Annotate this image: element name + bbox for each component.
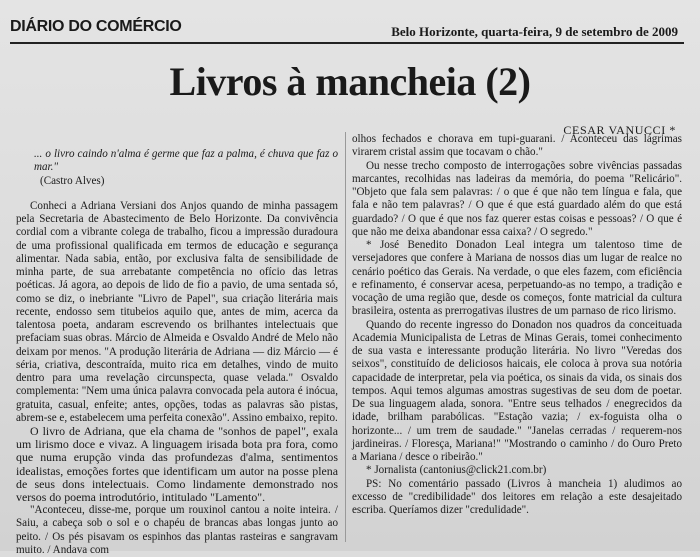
article-byline: CESAR VANUCCI *	[563, 123, 676, 137]
header-rule	[10, 42, 684, 44]
paragraph: O livro de Adriana, que ela chama de "sonhos de papel", exala um lirismo doce e vivaz. A linguagem irisada bota pra fora, como que numa erupção vinda das profundezas d'alma, sentimentos idealistas, emoções fortes que identificam um autor na posse plena de seus dons intelectuais. Como lindamente demonstrado nos versos do poema introdutório, intitulado "Lamento".	[16, 424, 338, 505]
epigraph: ... o livro caindo n'alma é germe que faz a palma, é chuva que faz o mar."	[34, 148, 338, 174]
paragraph: Ou nesse trecho composto de interrogações sobre vivências passadas marcantes, recolhidas nas ladeiras da memória, do poema "Relicário". "Objeto que fala sem palavras: / o que é que não tem língua e fala, que fala e não tem palavras? / O que é que está guardado além do que está guardado? / O que é que nos faz querer estas coisas e pessoas? / O que é que não me deixa abandonar essa caixa? / O segredo."	[352, 159, 682, 238]
newspaper-masthead: DIÁRIO DO COMÉRCIO	[10, 18, 182, 35]
left-column	[16, 132, 338, 557]
postscript: PS: No comentário passado (Livros à mancheia 1) aludimos ao excesso de "credibilidade" dos leitores em relação a este desajeitado escriba. Queríamos dizer "credulidade".	[352, 477, 682, 516]
paragraph: "Aconteceu, disse-me, porque um rouxinol cantou a noite inteira. / Saiu, a cabeça sob o sol e o chapéu de brancas abas longas junto ao peito. / Os pés pisavam os espinhos das plantas rasteiras e sangravam muito. / Andava com	[16, 504, 338, 556]
paragraph: olhos fechados e chorava em tupi-guarani. / Aconteceu das lágrimas virarem cristal assim que tocavam o chão."	[352, 133, 682, 159]
paragraph: Quando do recente ingresso do Donadon nos quadros da conceituada Academia Municipalista de Letras de Minas Gerais, tomei conhecimento de sua vasta e interessante produção literária. No livro "Veredas dos seixos", constituído de deliciosos haicais, ele coloca à prova sua notória capacidade de interpretar, pela via poética, os sinais da vida, os sinais dos tempos. Aqui temos algumas amostras sugestivas de seu dom de poetar. De sua linguagem alada, sonora. "Entre seus telhados / enegrecidos da idade, brilham parabólicas. "Estação vazia; / ex-foguista olha o horizonte... / um trem de saudade." "Janelas cerradas / requerem-nos jardineiras. / Floresça, Mariana!" "Mostrando o caminho / do Ouro Preto a Mariana / desce o ribeirão."	[352, 318, 682, 463]
right-column	[352, 133, 682, 517]
column-divider	[345, 132, 346, 542]
paragraph: * José Benedito Donadon Leal integra um talentoso time de versejadores que confere à Mariana de nossos dias um lugar de realce no cenário poético das Gerais. Na verdade, o que eles fazem, com eficiência e refinamento, é conservar acesa, perpetuando-as no tempo, a tradição e vocação de uma região que, desde os começos, fonte matricial da cultura brasileira, ostenta as prerrogativas ilustres de um parnaso de rico lirismo.	[352, 239, 682, 318]
epigraph-author: (Castro Alves)	[40, 174, 105, 187]
author-footnote: * Jornalista (cantonius@click21.com.br)	[366, 464, 547, 477]
article-title: Livros à mancheia (2)	[169, 59, 531, 104]
dateline: Belo Horizonte, quarta-feira, 9 de setembro de 2009	[391, 24, 678, 39]
paragraph: Conheci a Adriana Versiani dos Anjos quando de minha passagem pela Secretaria de Abastecimento de Belo Horizonte. Da convivência cordial com a vibrante colega de trabalho, ficou a impressão duradoura de uma profissional qualificada em termos de educação e segurança alimentar. Nada sabia, então, por exclusiva falta de sensibilidade de minha parte, de sua arrebatante competência no ofício das letras poéticas. Já agora, ao depois de lido de fio a pavio, de uma sentada só, como se diz, o inebriante "Livro de Papel", sua criação literária mais recente, endosso sem titubeios aquilo que, antes de mim, acerca da talentosa poeta, andaram escrevendo os brilhantes intelectuais que prefaciam suas obras. Márcio de Almeida e Osvaldo André de Melo não deixam por menos. "A produção literária de Adriana — diz Márcio — é séria, criativa, descontraída, muito rica em detalhes, vindo de muito dentro para uma revelação circunspecta, quase velada." Osvaldo complementa: "Nem uma única palavra convocada pela autora é inócua, gratuita, casual, enfeite; antes, opções, todas as palavras são pistas, abrem-se e, estabelecem uma perfeita conexão". Assino embaixo, repito.	[16, 199, 338, 424]
